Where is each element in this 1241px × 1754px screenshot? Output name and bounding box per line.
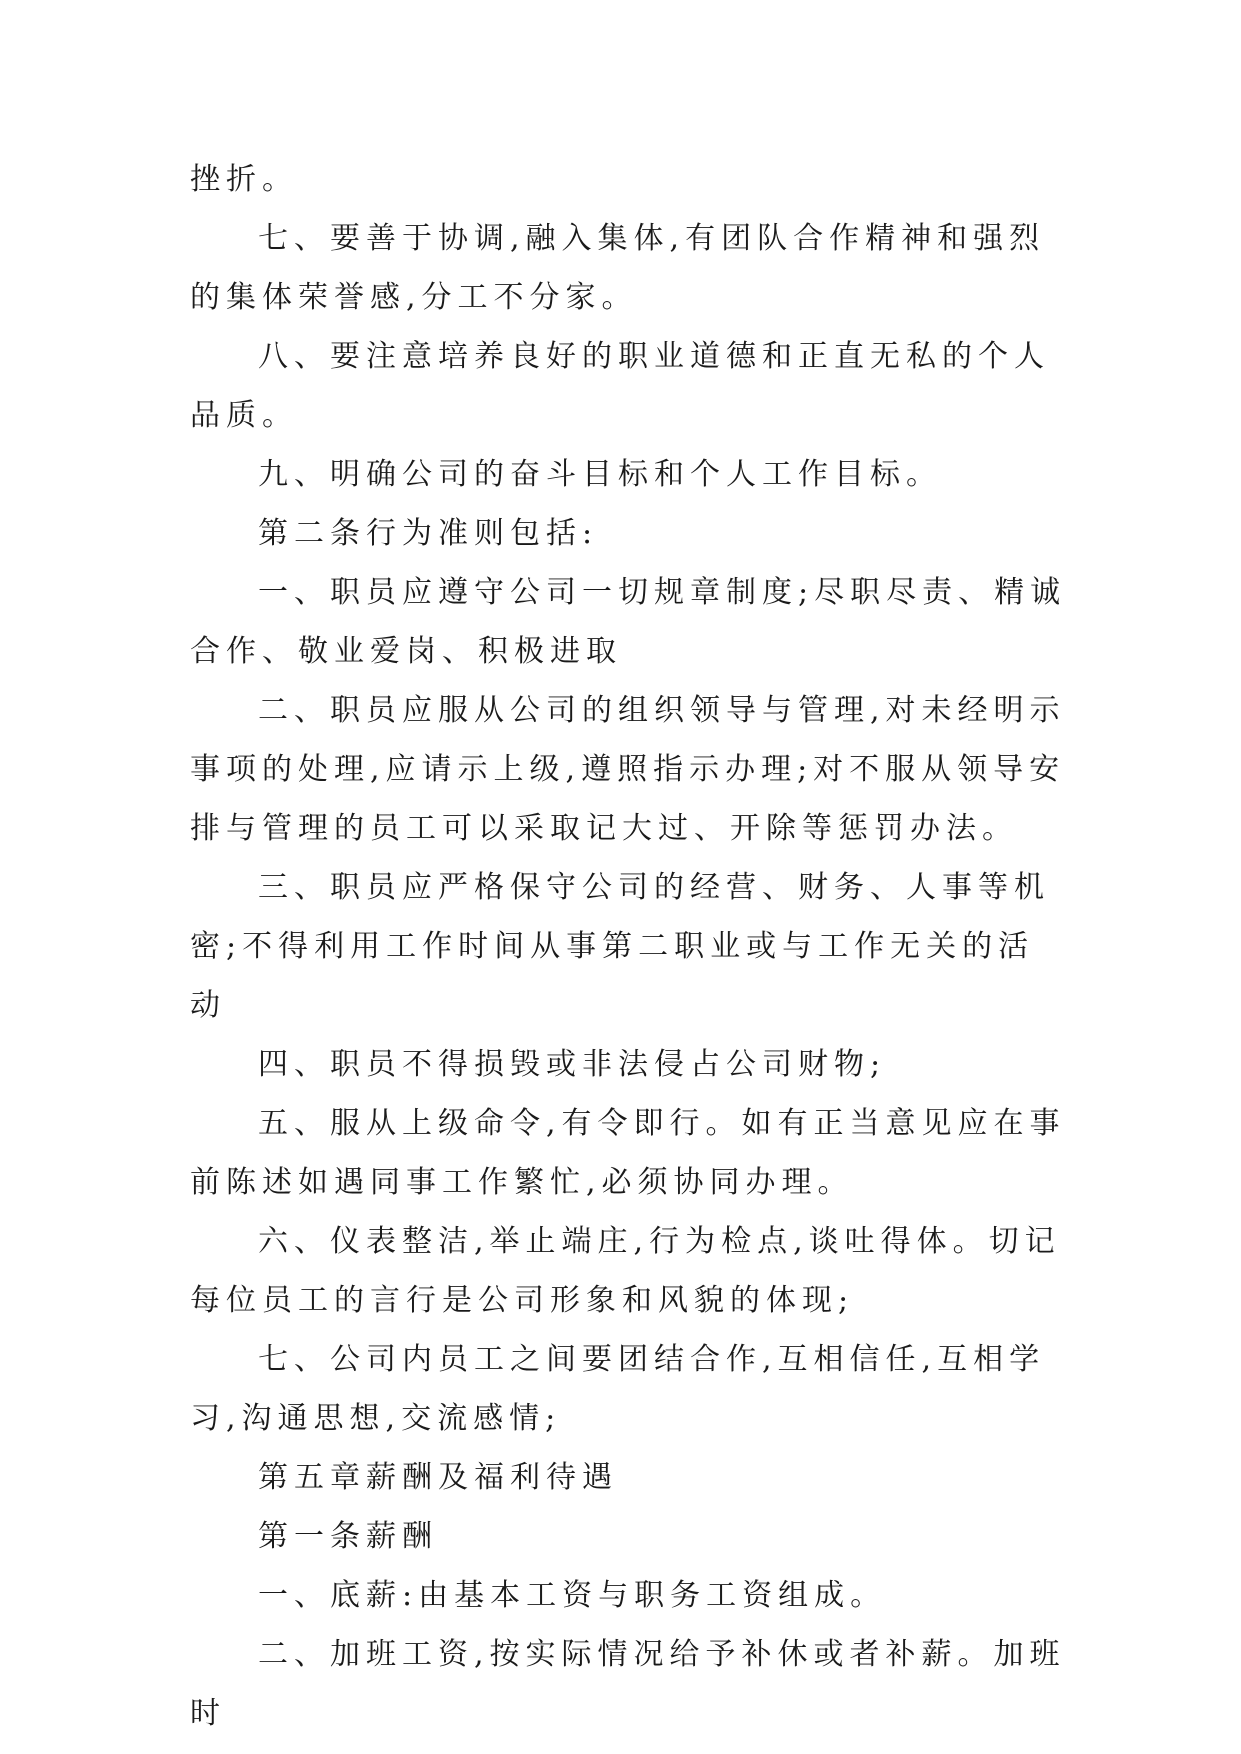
chapter-heading-5: 第五章薪酬及福利待遇 — [258, 1460, 618, 1495]
paragraph-rule-7: 七、公司内员工之间要团结合作,互相信任,互相学习,沟通思想,交流感情; — [190, 1342, 1046, 1436]
paragraph-rule-6: 六、仪表整洁,举止端庄,行为检点,谈吐得体。切记每位员工的言行是公司形象和风貌的体现; — [190, 1224, 1061, 1318]
paragraph-rule-4: 四、职员不得损毁或非法侵占公司财物; — [258, 1047, 887, 1082]
paragraph-rule-1: 一、职员应遵守公司一切规章制度;尽职尽责、精诚合作、敬业爱岗、积极进取 — [190, 575, 1067, 669]
section-heading-article-2: 第二条行为准则包括: — [258, 516, 599, 551]
paragraph-continuation: 挫折。 — [190, 162, 298, 197]
paragraph-item-9-goals: 九、明确公司的奋斗目标和个人工作目标。 — [258, 457, 942, 492]
section-heading-salary: 第一条薪酬 — [258, 1519, 438, 1554]
paragraph-salary-1: 一、底薪:由基本工资与职务工资组成。 — [258, 1578, 887, 1613]
paragraph-item-8-ethics: 八、要注意培养良好的职业道德和正直无私的个人品质。 — [190, 339, 1050, 433]
paragraph-item-7-teamwork: 七、要善于协调,融入集体,有团队合作精神和强烈的集体荣誉感,分工不分家。 — [190, 221, 1046, 315]
paragraph-rule-5: 五、服从上级命令,有令即行。如有正当意见应在事前陈述如遇同事工作繁忙,必须协同办理。 — [190, 1106, 1066, 1200]
document-body — [190, 150, 1070, 1743]
paragraph-rule-3: 三、职员应严格保守公司的经营、财务、人事等机密;不得利用工作时间从事第二职业或与工作无关的活动 — [190, 870, 1050, 1023]
paragraph-salary-2: 二、加班工资,按实际情况给予补休或者补薪。加班时 — [190, 1637, 1066, 1731]
paragraph-rule-2: 二、职员应服从公司的组织领导与管理,对未经明示事项的处理,应请示上级,遵照指示办理;对不服从领导安排与管理的员工可以采取记大过、开除等惩罚办法。 — [190, 693, 1066, 846]
